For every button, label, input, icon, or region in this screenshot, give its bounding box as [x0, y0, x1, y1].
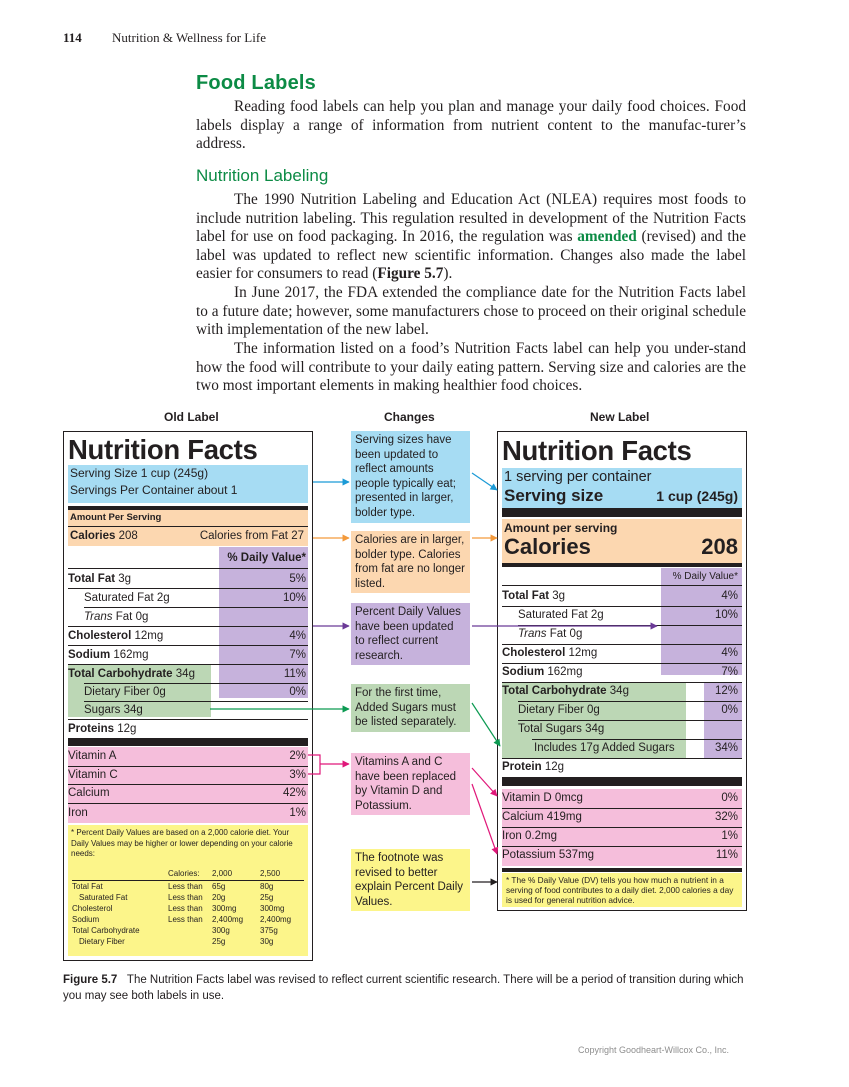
nutrient-name: Sugars — [84, 704, 121, 716]
change-footnote: The footnote was revised to better explain Percent Daily Values. — [351, 849, 470, 911]
nutrient-amount: 0g — [135, 611, 149, 623]
nutrient-amount: 162mg — [113, 649, 149, 661]
nutrient-name: Dietary Fiber — [84, 686, 150, 698]
ft-a: 20g — [212, 893, 226, 902]
ft-b: 80g — [260, 882, 274, 891]
nutrient-dv: 12% — [714, 685, 738, 697]
nutrient-name: Dietary Fiber 0g — [518, 704, 600, 716]
nutrient-dv: 10% — [282, 592, 306, 604]
nutrient-dv: 4% — [721, 590, 738, 602]
nutrient-dv: 11% — [715, 849, 738, 861]
nutrient-amount: 12mg — [134, 630, 164, 642]
old-label-heading: Old Label — [164, 410, 219, 424]
new-calories-value: 208 — [701, 534, 738, 559]
nutrient-dv: 10% — [714, 609, 738, 621]
ft-a: 65g — [212, 882, 226, 891]
new-serving-size-label: Serving size — [504, 486, 604, 505]
nutrient-dv: 1% — [721, 830, 738, 842]
caption-text: The Nutrition Facts label was revised to reflect current scientific research. There will be a period of transition during which you may see both labels in use. — [63, 974, 744, 1002]
nutrient-amount: 12g — [544, 761, 565, 773]
arrow-vitamins-new-k — [472, 784, 497, 854]
p1-text-a: The 1990 Nutrition Labeling and Education Act (NLEA) requires most foods to include nutrition labeling. This regulation resulted in development of the Nutrition Facts label for use on food packaging. In 2016, the regulation was — [196, 191, 746, 246]
nutrient-name: Vitamin C — [68, 769, 118, 781]
figure-reference: Figure 5.7 — [377, 265, 444, 283]
nutrient-name-rest: Fat — [115, 611, 133, 623]
arrow-serving-new — [472, 473, 497, 490]
figure-caption — [63, 972, 753, 1004]
nutrient-dv: 5% — [289, 573, 306, 585]
nutrient-dv: 2% — [289, 750, 306, 762]
intro-paragraph: Reading food labels can help you plan and manage your daily food choices. Food labels display a range of information from nutrient content to the manufac-turer’s address. — [196, 98, 746, 153]
ft-cal-label: Calories: — [168, 869, 200, 878]
new-label-heading: New Label — [590, 410, 650, 424]
arrow-vitamins-new-d — [472, 768, 497, 796]
nutrient-dv: 4% — [289, 630, 306, 642]
ft-cal-2500: 2,500 — [260, 869, 281, 878]
nutrient-name: Trans — [84, 611, 113, 623]
nutrient-amount: 12mg — [568, 647, 598, 659]
ft-a: 300g — [212, 926, 230, 935]
paragraph-fda: In June 2017, the FDA extended the compliance date for the Nutrition Facts label to a future date; however, some manufacturers chose to proceed on their original schedule with implementation of the new label. — [196, 284, 746, 339]
old-calories-label: Calories — [70, 530, 116, 542]
ft-b: 300mg — [260, 904, 285, 913]
nutrient-name: Iron — [68, 807, 88, 819]
page-number: 114 — [63, 30, 82, 45]
change-daily-value: Percent Daily Values have been updated to reflect current research. — [351, 603, 470, 665]
ft-name: Total Carbohydrate — [72, 926, 140, 935]
changes-heading: Changes — [384, 410, 435, 424]
new-amount-per-serving: Amount per serving — [504, 521, 618, 535]
nutrient-amount: 34g — [175, 668, 195, 680]
nutrient-amount: 34g — [123, 704, 143, 716]
old-label-title: Nutrition Facts — [68, 434, 258, 465]
new-footnote: * The % Daily Value (DV) tells you how much a nutrient in a serving of food contributes to a daily diet. 2,000 calories a day is used for general nutrition advice. — [502, 873, 742, 907]
new-calories-label: Calories — [504, 534, 591, 559]
new-dv-header: % Daily Value* — [672, 571, 738, 582]
ft-cmp: Less than — [168, 915, 203, 924]
nutrient-dv: 32% — [714, 811, 738, 823]
nutrient-name: Trans — [518, 628, 547, 640]
subsection-title: Nutrition Labeling — [196, 166, 329, 185]
ft-name: Saturated Fat — [79, 893, 128, 902]
nutrient-dv: 3% — [289, 769, 306, 781]
bracket-vitamins — [308, 755, 320, 774]
nutrient-name: Vitamin D 0mcg — [502, 792, 583, 804]
new-serving-size-value: 1 cup (245g) — [656, 488, 738, 504]
nutrient-name: Calcium — [68, 787, 110, 799]
new-label-title: Nutrition Facts — [502, 435, 692, 466]
nutrient-name: Iron 0.2mg — [502, 830, 557, 842]
nutrient-name-rest: Fat 0g — [549, 628, 583, 640]
ft-cal-2000: 2,000 — [212, 869, 233, 878]
nutrient-name: Vitamin A — [68, 750, 117, 762]
change-vitamins: Vitamins A and C have been replaced by Vitamin D and Potassium. — [351, 753, 470, 815]
nutrient-name: Sodium — [502, 666, 545, 678]
arrow-sugars-new — [472, 703, 500, 746]
ft-name: Dietary Fiber — [79, 937, 125, 946]
ft-cmp: Less than — [168, 904, 203, 913]
ft-cmp: Less than — [168, 893, 203, 902]
ft-b: 375g — [260, 926, 278, 935]
nutrient-amount: 3g — [552, 590, 566, 602]
old-amount-per-serving: Amount Per Serving — [70, 512, 162, 523]
nutrient-dv: 0% — [721, 792, 738, 804]
nutrient-name: Total Fat — [502, 590, 550, 602]
ft-a: 25g — [212, 937, 226, 946]
old-calories-value: 208 — [118, 530, 138, 542]
nutrient-name: Saturated Fat — [84, 592, 154, 604]
nutrient-name: Cholesterol — [68, 630, 132, 642]
caption-label: Figure 5.7 — [63, 974, 118, 986]
nutrient-amount: 162mg — [547, 666, 583, 678]
ft-name: Total Fat — [72, 882, 103, 891]
nutrient-name: Total Sugars 34g — [518, 723, 605, 735]
nutrient-amount: 12g — [117, 723, 137, 735]
section-title: Food Labels — [196, 72, 316, 94]
paragraph-info: The information listed on a food’s Nutrition Facts label can help you under-stand how the food will contribute to your daily eating pattern. Serving size and calories are the two most important elements in making healthier food choices. — [196, 340, 746, 395]
nutrient-dv: 0% — [289, 686, 306, 698]
nutrient-dv: 7% — [289, 649, 306, 661]
nutrient-dv: 0% — [721, 704, 738, 716]
change-added-sugars: For the first time, Added Sugars must be listed separately. — [351, 684, 470, 732]
nutrient-dv: 34% — [714, 742, 738, 754]
nutrient-amount: 2g — [156, 592, 170, 604]
nutrient-amount: 3g — [118, 573, 132, 585]
change-serving-size: Serving sizes have been updated to reflect amounts people typically eat; presented in larger, bolder type. — [351, 431, 470, 523]
nutrient-dv: 42% — [282, 787, 306, 799]
copyright: Copyright Goodheart-Willcox Co., Inc. — [578, 1045, 730, 1055]
old-dv-header: % Daily Value* — [227, 552, 306, 564]
ft-b: 2,400mg — [260, 915, 292, 924]
old-servings-per-container: Servings Per Container about 1 — [70, 483, 238, 497]
nutrient-dv: 11% — [283, 668, 306, 680]
nutrient-name: Cholesterol — [502, 647, 566, 659]
nutrient-name: Sodium — [68, 649, 111, 661]
ft-name: Sodium — [72, 915, 100, 924]
nutrient-name: Total Carbohydrate — [502, 685, 607, 697]
ft-name: Cholesterol — [72, 904, 113, 913]
ft-b: 25g — [260, 893, 274, 902]
nutrient-amount: 0g — [153, 686, 166, 698]
ft-cmp: Less than — [168, 882, 203, 891]
old-serving-size: Serving Size 1 cup (245g) — [70, 466, 209, 480]
nutrient-name: Protein — [502, 761, 542, 773]
nutrient-name: Total Fat — [68, 573, 116, 585]
nutrient-name: Proteins — [68, 723, 115, 735]
ft-b: 30g — [260, 937, 274, 946]
nutrient-name: Total Carbohydrate — [68, 668, 173, 680]
nutrient-dv: 1% — [289, 807, 306, 819]
new-servings-per-container: 1 serving per container — [504, 469, 652, 485]
nutrient-amount: 34g — [609, 685, 629, 697]
term-amended: amended — [577, 228, 637, 246]
nutrient-name: Includes 17g Added Sugars — [534, 742, 675, 754]
old-footnote-text: * Percent Daily Values are based on a 2,000 calorie diet. Your Daily Values may be higher or lower depending on your calorie needs: — [71, 828, 293, 858]
ft-a: 300mg — [212, 904, 237, 913]
running-head: Nutrition & Wellness for Life — [112, 30, 266, 45]
nutrient-name: Potassium 537mg — [502, 849, 595, 861]
ft-a: 2,400mg — [212, 915, 244, 924]
nutrient-dv: 7% — [721, 666, 738, 678]
p1-text-c: ). — [443, 265, 453, 283]
change-calories: Calories are in larger, bolder type. Calories from fat are no longer listed. — [351, 531, 470, 593]
p1-text-b: (revised) and the label was updated to reflect new scientific information. Changes also made the label easier for consumers to read ( — [196, 228, 747, 283]
nutrient-name: Calcium 419mg — [502, 811, 582, 823]
old-calories-from-fat: Calories from Fat 27 — [199, 530, 304, 542]
nutrient-dv: 4% — [721, 647, 738, 659]
nutrient-name: Saturated Fat 2g — [518, 609, 604, 621]
